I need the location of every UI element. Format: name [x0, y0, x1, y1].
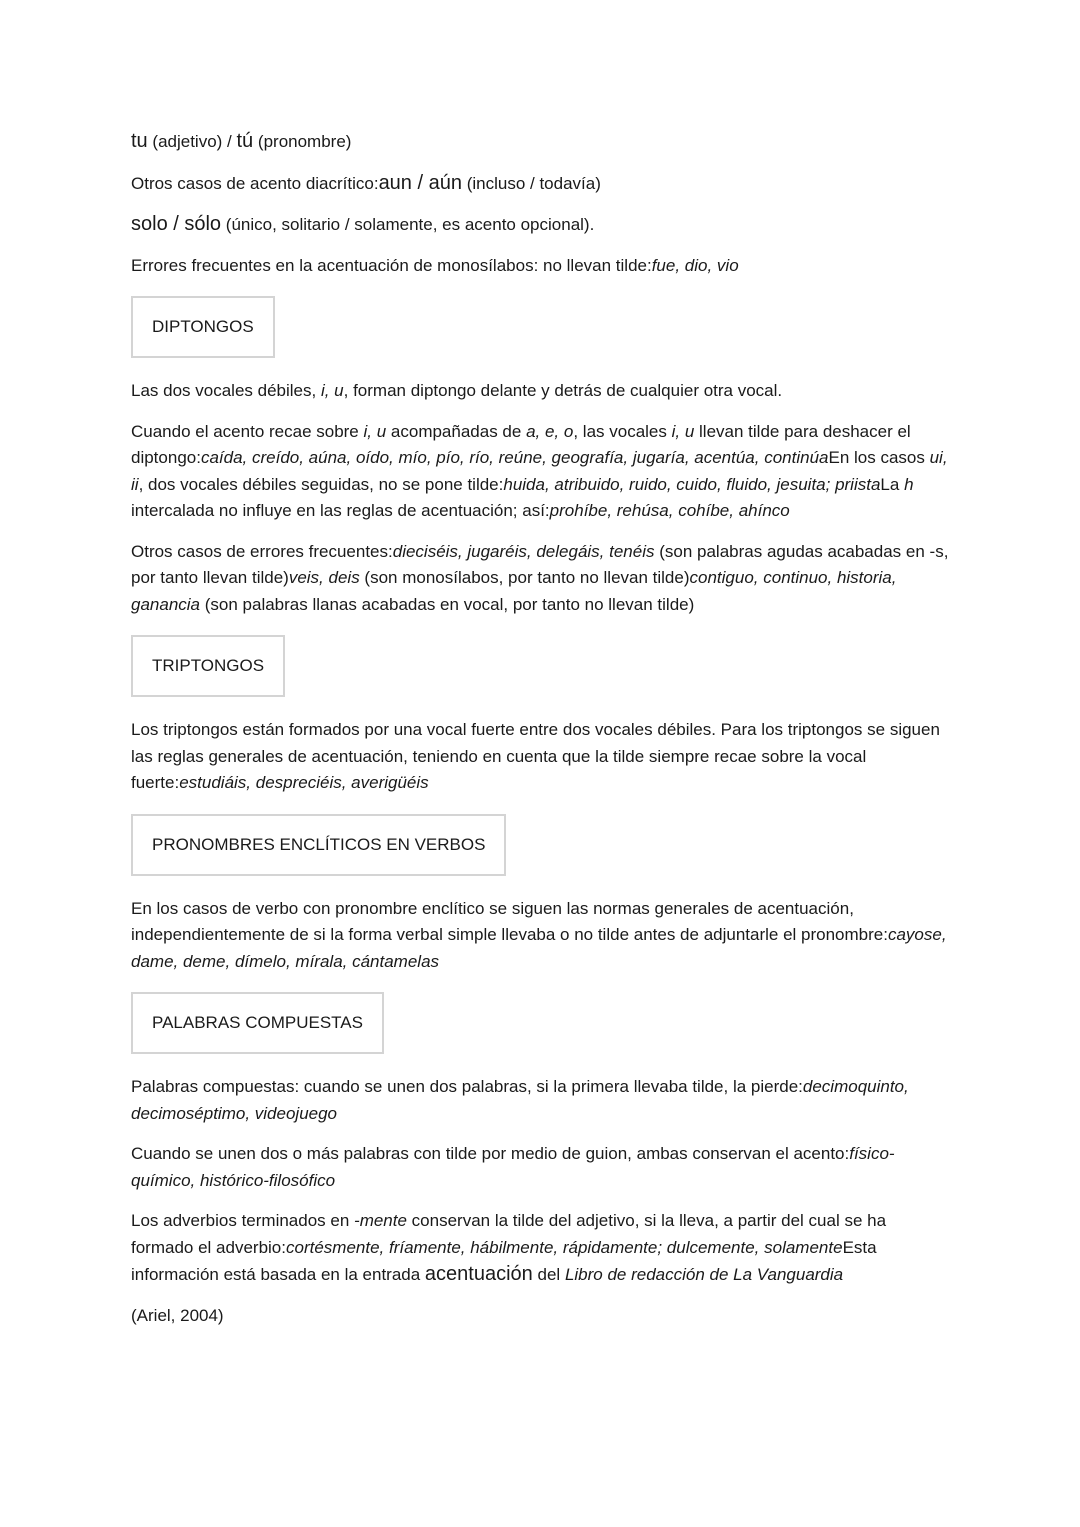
text-run: -mente	[354, 1211, 407, 1230]
text-run: (único, solitario / solamente, es acento opcional).	[221, 215, 595, 234]
text-run: Cuando se unen dos o más palabras con tilde por medio de guion, ambas conservan el acento:	[131, 1144, 850, 1163]
text-run: (son palabras llanas acabadas en vocal, por tanto no llevan tilde)	[200, 594, 695, 614]
trip-paragraph-1	[131, 717, 951, 797]
text-run: Las dos vocales débiles,	[131, 381, 321, 400]
text-run: La	[880, 474, 905, 494]
text-run: i, u	[671, 421, 695, 441]
text-run: Esta información está basada en la entrada	[131, 1237, 877, 1284]
text-run: En los casos	[828, 448, 930, 467]
text-run: Otros casos de errores frecuentes:	[131, 541, 393, 561]
text-run: Otros casos de acento diacrítico:	[131, 173, 379, 193]
text-run: fue, dio, vio	[651, 255, 739, 275]
text-run: veis, deis	[288, 568, 360, 587]
text-run: (son palabras agudas acabadas en -s, por tanto llevan tilde)	[131, 541, 949, 587]
text-run: acentuación	[424, 1263, 533, 1285]
text-run: a, e, o	[526, 421, 574, 441]
section-box-compuestas: PALABRAS COMPUESTAS	[131, 992, 384, 1054]
text-run: (adjetivo) /	[147, 132, 237, 151]
text-run: (incluso / todavía)	[461, 173, 601, 193]
text-run: cortésmente, fríamente, hábilmente, rápidamente; dulcemente, solamente	[285, 1237, 843, 1257]
text-run: del	[532, 1265, 565, 1284]
text-run: , dos vocales débiles seguidas, no se pone tilde:	[138, 474, 504, 494]
text-run: Los adverbios terminados en	[131, 1211, 355, 1230]
text-run: decimoquinto, decimoséptimo, videojuego	[131, 1077, 909, 1123]
section-box-triptongos: TRIPTONGOS	[131, 635, 285, 697]
text-run: caída, creído, aúna, oído, mío, pío, río, reúne, geografía, jugaría, acentúa, continúa	[200, 448, 829, 467]
text-run: solo / sólo	[131, 213, 222, 235]
line-aun	[131, 170, 951, 198]
text-run: , forman diptongo delante y detrás de cualquier otra vocal.	[343, 381, 783, 400]
text-run: Cuando el acento recae sobre	[131, 421, 364, 441]
text-run: físico-químico, histórico-filosófico	[131, 1144, 895, 1190]
text-run: cayose, dame, deme, dímelo, mírala, cántamelas	[131, 925, 947, 971]
text-run: prohíbe, rehúsa, cohíbe, ahínco	[549, 501, 790, 520]
line-solo	[131, 211, 951, 239]
pron-paragraph-1	[131, 896, 951, 976]
dip-paragraph-1	[131, 378, 951, 405]
text-run: contiguo, continuo, historia, ganancia	[131, 568, 897, 614]
text-run: h	[904, 474, 914, 494]
text-run: Palabras compuestas: cuando se unen dos palabras, si la primera llevaba tilde, la pierde:	[131, 1077, 803, 1096]
line-tu	[131, 128, 951, 156]
dip-paragraph-2	[131, 419, 951, 525]
text-run: En los casos de verbo con pronombre enclítico se siguen las normas generales de acentuación, independientemente de si la forma verbal simple llevaba o no tilde antes de adjuntarle el pronombre:	[131, 898, 888, 944]
text-run: estudiáis, despreciéis, averigüéis	[179, 773, 429, 792]
section-box-diptongos: DIPTONGOS	[131, 296, 275, 358]
comp-paragraph-2	[131, 1141, 951, 1194]
comp-paragraph-3	[131, 1208, 951, 1289]
text-run: huida, atribuido, ruido, cuido, fluido, jesuita; priista	[503, 474, 881, 494]
text-run: ui, ii	[131, 448, 948, 494]
text-run: Los triptongos están formados por una vocal fuerte entre dos vocales débiles. Para los triptongos se siguen las reglas generales de acentuación, teniendo en cuenta que la tilde siempre recae sobre la vocal fuerte:	[131, 720, 940, 792]
text-run: Libro de redacción de La Vanguardia	[564, 1265, 844, 1284]
comp-paragraph-1	[131, 1074, 951, 1127]
line-monosilabos	[131, 253, 951, 280]
text-run: i, u	[363, 421, 387, 441]
text-run: tu	[131, 130, 148, 152]
comp-paragraph-4	[131, 1303, 951, 1330]
document-page	[131, 128, 951, 1343]
dip-paragraph-3	[131, 539, 951, 619]
text-run: dieciséis, jugaréis, delegáis, tenéis	[392, 541, 655, 561]
text-run: tú	[236, 130, 254, 152]
text-run: llevan tilde para deshacer el diptongo:	[131, 421, 911, 467]
text-run: (Ariel, 2004)	[131, 1305, 224, 1325]
text-run: aun / aún	[378, 171, 462, 194]
text-run: , las vocales	[573, 421, 672, 441]
text-run: (pronombre)	[253, 132, 352, 151]
text-run: Errores frecuentes en la acentuación de monosílabos: no llevan tilde:	[131, 255, 652, 275]
text-run: conservan la tilde del adjetivo, si la lleva, a partir del cual se ha formado el adverbio:	[131, 1211, 887, 1257]
text-run: acompañadas de	[386, 421, 527, 441]
text-run: intercalada no influye en las reglas de acentuación; así:	[131, 501, 550, 520]
section-box-pronombres: PRONOMBRES ENCLÍTICOS EN VERBOS	[131, 814, 506, 876]
text-run: (son monosílabos, por tanto no llevan tilde)	[359, 568, 690, 587]
text-run: i, u	[320, 381, 344, 400]
